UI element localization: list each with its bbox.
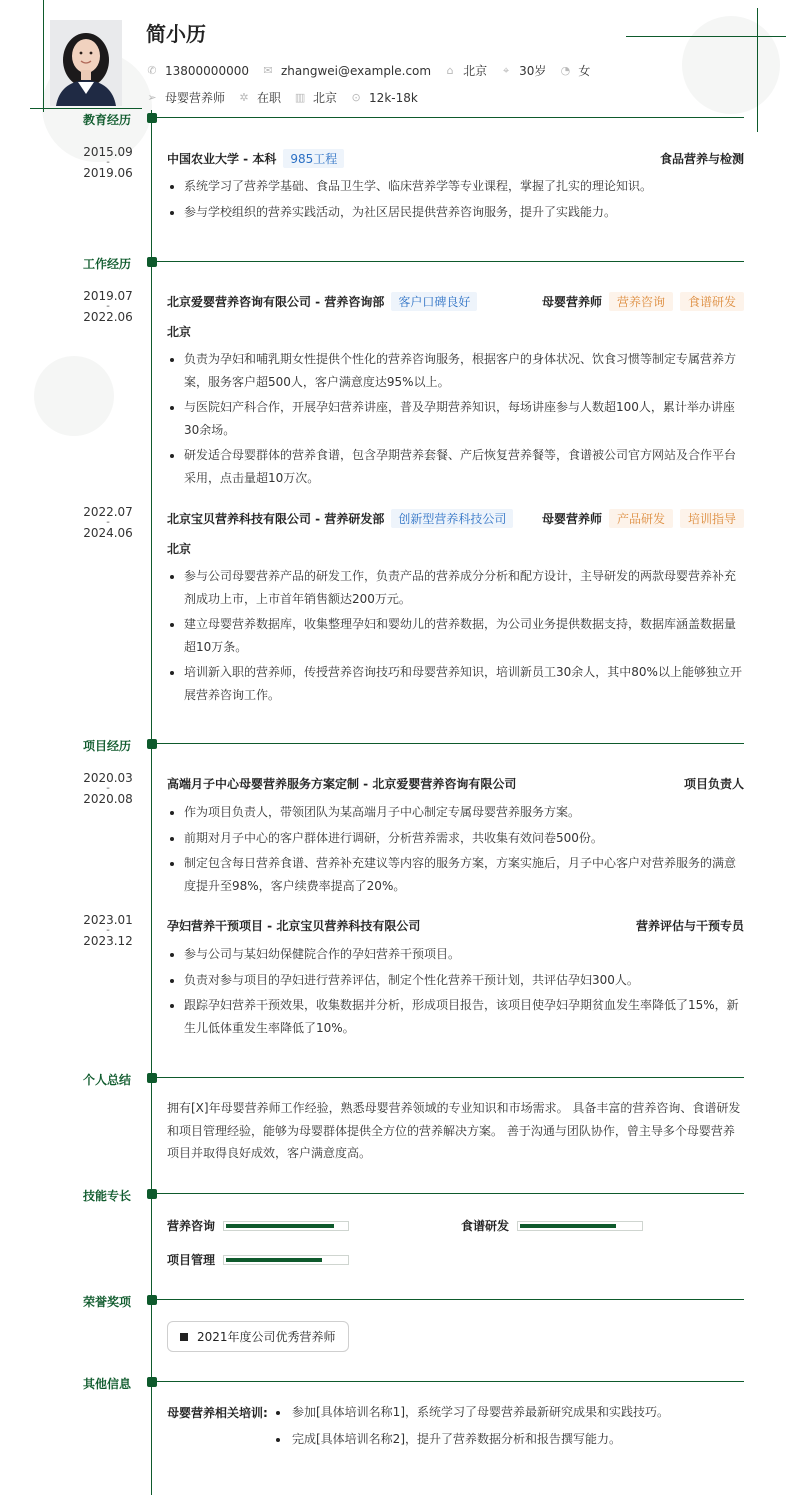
- section-title-education: 教育经历: [83, 113, 132, 127]
- decorative-circle: [34, 356, 114, 436]
- section-marker: [147, 1189, 157, 1199]
- company-tag: 客户口碑良好: [391, 292, 477, 311]
- start-date: 2019.07: [83, 289, 133, 303]
- work-city: 北京: [167, 542, 192, 556]
- company-name: 北京爱婴营养咨询有限公司 - 营养咨询部: [167, 295, 385, 309]
- skill-level-fill: [520, 1224, 616, 1228]
- end-date: 2019.06: [83, 166, 133, 180]
- phone-text: 13800000000: [165, 63, 249, 78]
- end-date: 2022.06: [83, 310, 133, 324]
- decorative-circle: [682, 16, 780, 114]
- salary-text: 12k-18k: [369, 90, 418, 105]
- work-entry-header: [167, 292, 744, 311]
- project-title: 孕妇营养干预项目 - 北京宝贝营养科技有限公司: [167, 919, 421, 933]
- list-item: 完成[具体培训名称2]，提升了营养数据分析和报告撰写能力。: [275, 1428, 669, 1451]
- gender-info: [559, 62, 590, 79]
- project-bullets: [167, 801, 744, 900]
- skill-tag: 产品研发: [609, 509, 673, 528]
- list-item: 与医院妇产科合作，开展孕妇营养讲座，普及孕期营养知识，每场讲座参与人数超100人，累计举办讲座30余场。: [167, 396, 744, 441]
- email-text: zhangwei@example.com: [280, 63, 432, 78]
- section-title-other: 其他信息: [83, 1377, 132, 1391]
- salary-info: [350, 91, 418, 105]
- list-item: 系统学习了营养学基础、食品卫生学、临床营养学等专业课程，掌握了扎实的理论知识。: [167, 175, 744, 198]
- award-badge: [167, 1321, 349, 1352]
- skill-tag: 培训指导: [680, 509, 744, 528]
- start-date: 2022.07: [83, 505, 133, 519]
- section-marker: [147, 739, 157, 749]
- location-info: [444, 62, 487, 79]
- age-text: 30岁: [519, 64, 547, 78]
- skill-item: [167, 1217, 349, 1234]
- section-marker: [147, 1377, 157, 1387]
- date-range: 2022.07 - 2024.06: [83, 505, 133, 540]
- age-info: [500, 62, 546, 79]
- work-bullets: [167, 348, 744, 492]
- date-range: 2020.03 - 2020.08: [83, 771, 133, 806]
- section-marker: [147, 1073, 157, 1083]
- location-text: 北京: [463, 64, 488, 78]
- date-range: 2019.07 - 2022.06: [83, 289, 133, 324]
- square-bullet-icon: [180, 1333, 188, 1341]
- list-item: 建立母婴营养数据库，收集整理孕妇和婴幼儿的营养数据，为公司业务提供数据支持，数据库涵盖数据量超10万条。: [167, 613, 744, 658]
- list-item: 参加[具体培训名称1]，系统学习了母婴营养最新研究成果和实践技巧。: [275, 1401, 669, 1424]
- send-icon: ➢: [147, 90, 157, 104]
- section-divider: [157, 117, 744, 118]
- home-icon: ⌂: [446, 63, 454, 77]
- education-bullets: [167, 175, 744, 226]
- summary-text: 拥有[X]年母婴营养师工作经验，熟悉母婴营养领域的专业知识和市场需求。 具备丰富的营养咨询、食谱研发和项目管理经验，能够为母婴群体提供全方位的营养解决方案。 善于沟通与团队协作，曾主导多个母婴营养项目并取得良好成效，客户满意度高。: [167, 1101, 741, 1160]
- job-title-text: 母婴营养师: [165, 91, 226, 105]
- award-text: 2021年度公司优秀营养师: [197, 1330, 336, 1344]
- skill-tag: 营养咨询: [609, 292, 673, 311]
- job-role: 母婴营养师: [541, 295, 602, 309]
- list-item: 培训新入职的营养师，传授营养咨询技巧和母婴营养知识，培训新员工30余人，其中80%以上能够独立开展营养咨询工作。: [167, 661, 744, 706]
- frame-line: [30, 108, 142, 109]
- status-info: [238, 89, 281, 106]
- contact-row: [146, 62, 603, 79]
- start-date: 2020.03: [83, 771, 133, 785]
- list-item: 参与公司与某妇幼保健院合作的孕妇营养干预项目。: [167, 943, 744, 966]
- frame-line: [43, 0, 44, 112]
- status-text: 在职: [257, 91, 282, 105]
- project-entry-header: [167, 917, 744, 934]
- other-info-label: 母婴营养相关培训:: [167, 1406, 268, 1420]
- skill-level-fill: [226, 1224, 334, 1228]
- skill-name: 营养咨询: [167, 1219, 216, 1233]
- date-range: 2023.01 - 2023.12: [83, 913, 133, 948]
- frame-line: [757, 8, 758, 132]
- phone-icon: ✆: [147, 63, 157, 77]
- section-divider: [157, 1381, 744, 1382]
- section-marker: [147, 113, 157, 123]
- major: 食品营养与检测: [659, 152, 744, 166]
- project-role: 营养评估与干预专员: [635, 919, 744, 933]
- list-item: 研发适合母婴群体的营养食谱，包含孕期营养套餐、产后恢复营养餐等，食谱被公司官方网站及合作平台采用，点击量超10万次。: [167, 444, 744, 489]
- project-bullets: [167, 943, 744, 1042]
- city-text: 北京: [313, 91, 338, 105]
- list-item: 作为项目负责人，带领团队为某高端月子中心制定专属母婴营养服务方案。: [167, 801, 744, 824]
- job-title-info: [146, 89, 225, 106]
- status-icon: ✲: [239, 90, 249, 104]
- date-range: 2015.09 - 2019.06: [83, 145, 133, 180]
- school-tag: 985工程: [283, 149, 344, 168]
- list-item: 负责对参与项目的孕妇进行营养评估，制定个性化营养干预计划，共评估孕妇300人。: [167, 969, 744, 992]
- project-role: 项目负责人: [683, 777, 744, 791]
- city-info: [294, 89, 337, 106]
- age-icon: ⌖: [503, 63, 510, 77]
- start-date: 2023.01: [83, 913, 133, 927]
- skill-level-fill: [226, 1258, 322, 1262]
- section-divider: [157, 261, 744, 262]
- skill-level-bar: [223, 1255, 349, 1265]
- end-date: 2024.06: [83, 526, 133, 540]
- section-divider: [157, 1077, 744, 1078]
- section-marker: [147, 257, 157, 267]
- job-intent-row: [146, 89, 431, 106]
- skill-item: [167, 1251, 349, 1268]
- skill-level-bar: [517, 1221, 643, 1231]
- frame-line: [626, 36, 786, 37]
- section-title-skills: 技能专长: [83, 1189, 132, 1203]
- list-item: 制定包含每日营养食谱、营养补充建议等内容的服务方案，方案实施后，月子中心客户对营养服务的满意度提升至98%，客户续费率提高了20%。: [167, 852, 744, 897]
- list-item: 跟踪孕妇营养干预效果，收集数据并分析，形成项目报告，该项目使孕妇孕期贫血发生率降低了15%，新生儿低体重发生率降低了10%。: [167, 994, 744, 1039]
- project-entry-header: [167, 775, 744, 792]
- section-title-summary: 个人总结: [83, 1073, 132, 1087]
- end-date: 2020.08: [83, 792, 133, 806]
- candidate-name: 简小历: [146, 22, 206, 46]
- gender-text: 女: [578, 64, 591, 78]
- phone-info: [146, 64, 249, 78]
- list-item: 负责为孕妇和哺乳期女性提供个性化的营养咨询服务，根据客户的身体状况、饮食习惯等制定专属营养方案，服务客户超500人，客户满意度达95%以上。: [167, 348, 744, 393]
- job-role: 母婴营养师: [541, 512, 602, 526]
- skill-tag: 食谱研发: [680, 292, 744, 311]
- other-info-list: [275, 1401, 669, 1454]
- skill-item: [461, 1217, 643, 1234]
- avatar: [50, 20, 122, 106]
- section-title-work: 工作经历: [83, 257, 132, 271]
- mail-icon: ✉: [263, 63, 273, 77]
- section-marker: [147, 1295, 157, 1305]
- work-city: 北京: [167, 325, 192, 339]
- salary-icon: ⊙: [351, 90, 361, 104]
- project-title: 高端月子中心母婴营养服务方案定制 - 北京爱婴营养咨询有限公司: [167, 777, 517, 791]
- section-divider: [157, 743, 744, 744]
- school-name: 中国农业大学 - 本科: [167, 152, 277, 166]
- list-item: 参与学校组织的营养实践活动，为社区居民提供营养咨询服务，提升了实践能力。: [167, 201, 744, 224]
- work-bullets: [167, 565, 744, 709]
- section-title-honors: 荣誉奖项: [83, 1295, 132, 1309]
- skill-level-bar: [223, 1221, 349, 1231]
- skill-name: 项目管理: [167, 1253, 216, 1267]
- company-name: 北京宝贝营养科技有限公司 - 营养研发部: [167, 512, 385, 526]
- section-title-projects: 项目经历: [83, 739, 132, 753]
- gender-icon: ◔: [560, 63, 571, 77]
- section-divider: [157, 1193, 744, 1194]
- list-item: 前期对月子中心的客户群体进行调研，分析营养需求，共收集有效问卷500份。: [167, 827, 744, 850]
- start-date: 2015.09: [83, 145, 133, 159]
- list-item: 参与公司母婴营养产品的研发工作，负责产品的营养成分分析和配方设计，主导研发的两款母婴营养补充剂成功上市，上市首年销售额达200万元。: [167, 565, 744, 610]
- company-tag: 创新型营养科技公司: [391, 509, 513, 528]
- section-divider: [157, 1299, 744, 1300]
- end-date: 2023.12: [83, 934, 133, 948]
- education-entry-header: [167, 149, 744, 168]
- work-entry-header: [167, 509, 744, 528]
- skill-name: 食谱研发: [461, 1219, 510, 1233]
- email-info: [262, 64, 431, 78]
- building-icon: ▥: [294, 90, 306, 104]
